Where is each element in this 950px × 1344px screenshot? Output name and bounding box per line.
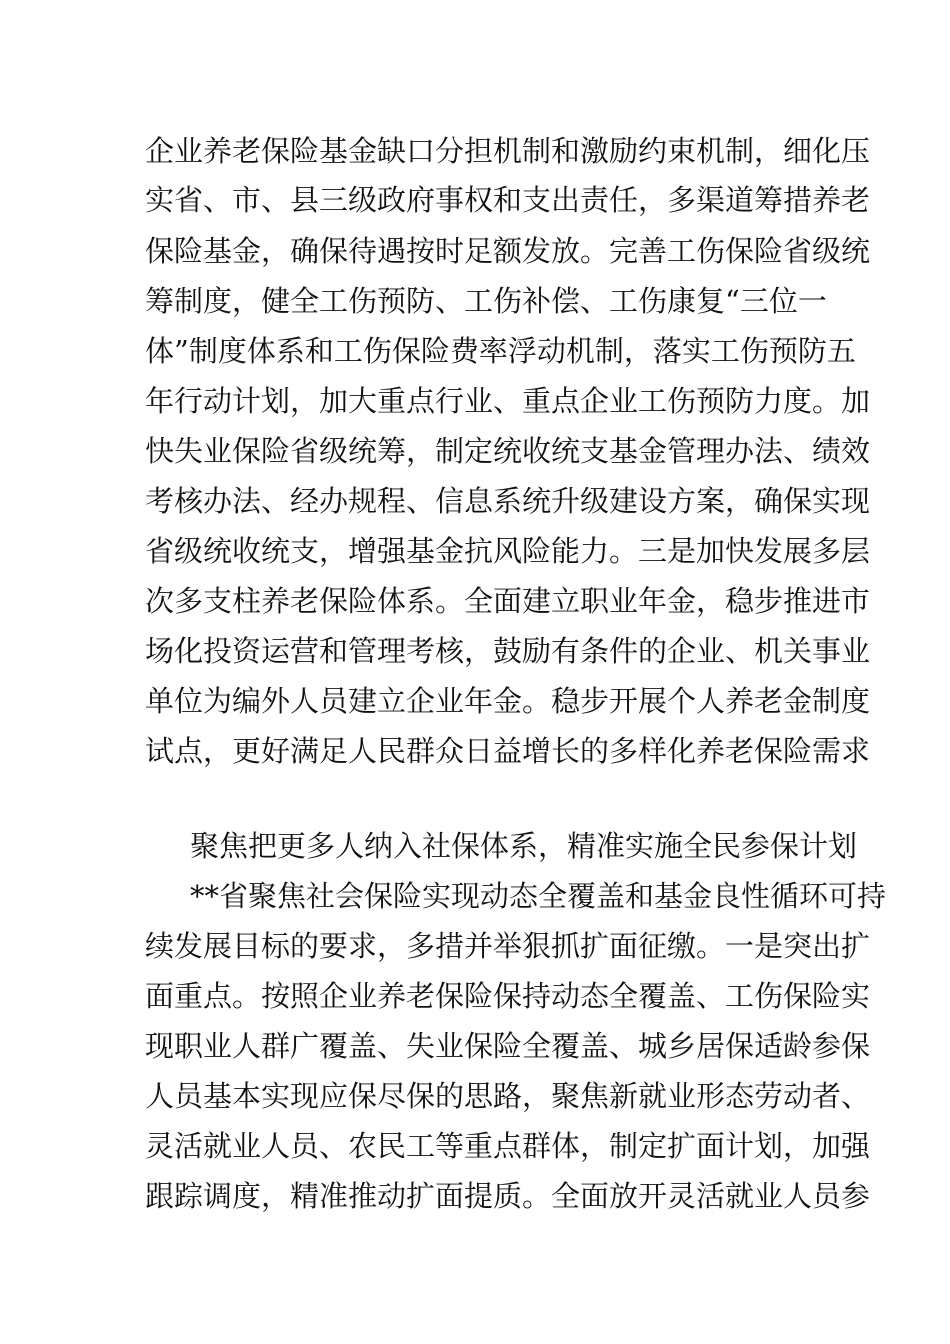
paragraph-1-line-11: 场化投资运营和管理考核，鼓励有条件的企业、机关事业 xyxy=(145,634,871,668)
paragraph-2-line-7: 跟踪调度，精准推动扩面提质。全面放开灵活就业人员参 xyxy=(145,1179,871,1213)
paragraph-2-line-1: **省聚焦社会保险实现动态全覆盖和基金良性循环可持 xyxy=(190,879,887,913)
paragraph-1-line-3: 保险基金，确保待遇按时足额发放。完善工伤保险省级统 xyxy=(145,234,871,268)
paragraph-1-line-8: 考核办法、经办规程、信息系统升级建设方案，确保实现 xyxy=(145,484,871,518)
paragraph-1-line-13: 试点，更好满足人民群众日益增长的多样化养老保险需求 xyxy=(145,734,871,768)
paragraph-1-line-12: 单位为编外人员建立企业年金。稳步开展个人养老金制度 xyxy=(145,684,871,718)
paragraph-1-line-6: 年行动计划，加大重点行业、重点企业工伤预防力度。加 xyxy=(145,384,871,418)
paragraph-1-line-10: 次多支柱养老保险体系。全面建立职业年金，稳步推进市 xyxy=(145,584,871,618)
paragraph-2-line-2: 续发展目标的要求，多措并举狠抓扩面征缴。一是突出扩 xyxy=(145,929,871,963)
paragraph-1-line-9: 省级统收统支，增强基金抗风险能力。三是加快发展多层 xyxy=(145,534,871,568)
paragraph-2-line-6: 灵活就业人员、农民工等重点群体，制定扩面计划，加强 xyxy=(145,1129,871,1163)
paragraph-2-line-5: 人员基本实现应保尽保的思路，聚焦新就业形态劳动者、 xyxy=(145,1079,871,1113)
section-heading: 聚焦把更多人纳入社保体系，精准实施全民参保计划 xyxy=(190,829,858,863)
paragraph-1-line-1: 企业养老保险基金缺口分担机制和激励约束机制，细化压 xyxy=(145,134,871,168)
paragraph-1-line-2: 实省、市、县三级政府事权和支出责任，多渠道筹措养老 xyxy=(145,183,871,217)
paragraph-2-line-3: 面重点。按照企业养老保险保持动态全覆盖、工伤保险实 xyxy=(145,979,871,1013)
paragraph-1-line-4: 筹制度，健全工伤预防、工伤补偿、工伤康复“三位一 xyxy=(145,284,827,318)
paragraph-2-line-4: 现职业人群广覆盖、失业保险全覆盖、城乡居保适龄参保 xyxy=(145,1029,871,1063)
paragraph-1-line-7: 快失业保险省级统筹，制定统收统支基金管理办法、绩效 xyxy=(145,434,871,468)
paragraph-1-line-5: 体”制度体系和工伤保险费率浮动机制，落实工伤预防五 xyxy=(145,334,856,368)
